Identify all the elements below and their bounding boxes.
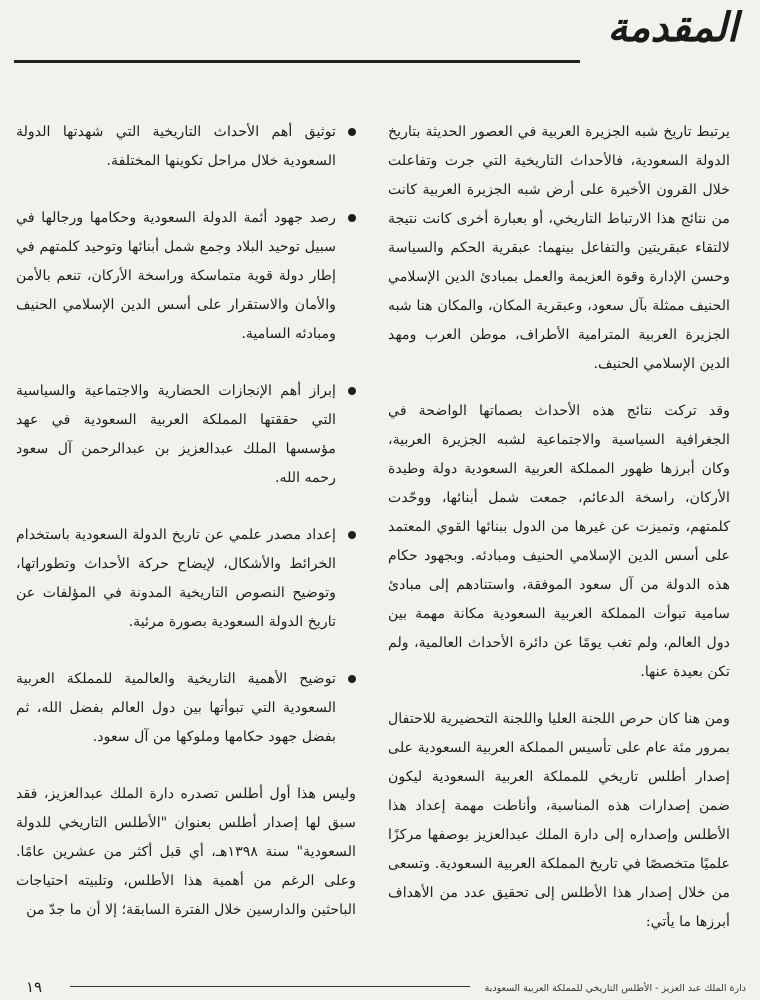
bullet-text: إبراز أهم الإنجازات الحضارية والاجتماعية والسياسية التي حققتها المملكة العربية السعودية في عهد مؤسسها الملك عبدالعزيز بن عبدالرحمن آل سعود رحمه الله. bbox=[16, 383, 336, 486]
bullet-dot-icon bbox=[348, 387, 356, 395]
bullet-item bbox=[16, 204, 356, 349]
bullet-dot-icon bbox=[348, 531, 356, 539]
page-footer bbox=[0, 970, 760, 1000]
left-column bbox=[16, 118, 356, 925]
bullet-item bbox=[16, 521, 356, 637]
bullet-item bbox=[16, 665, 356, 752]
bullet-text: توضيح الأهمية التاريخية والعالمية للمملكة العربية السعودية التي تبوأتها بين دول العالم بفضل الله، ثم بفضل جهود حكامها وملوكها من آل سعود. bbox=[16, 671, 336, 745]
bullet-dot-icon bbox=[348, 214, 356, 222]
bullet-text: إعداد مصدر علمي عن تاريخ الدولة السعودية باستخدام الخرائط والأشكال، لإيضاح حركة الأحداث وتطوراتها، وتوضيح النصوص التاريخية المدونة في المؤلفات عن تاريخ الدولة السعودية بصورة مرئية. bbox=[16, 527, 336, 630]
paragraph: ومن هنا كان حرص اللجنة العليا واللجنة التحضيرية للاحتفال بمرور مئة عام على تأسيس المملكة العربية السعودية على إصدار أطلس تاريخي للمملكة العربية السعودية ليكون ضمن إصدارات هذه المناسبة، وأناطت مهمة إعداد هذا الأطلس وإصداره إلى دارة الملك عبدالعزيز بوصفها مركزًا علميًا متخصصًا في تاريخ المملكة العربية السعودية. وتسعى من خلال إصدار هذا الأطلس إلى تحقيق عدد من الأهداف أبرزها ما يأتي: bbox=[388, 711, 730, 930]
bullet-item bbox=[16, 118, 356, 176]
page-header bbox=[0, 0, 760, 75]
bullet-item bbox=[16, 377, 356, 493]
closing-paragraph: وليس هذا أول أطلس تصدره دارة الملك عبدالعزيز، فقد سبق لها إصدار أطلس بعنوان "الأطلس التاريخي للدولة السعودية" سنة ١٣٩٨هـ، أي قبل أكثر من عشرين عامًا. وعلى الرغم من أهمية هذا الأطلس، وتلبيته احتياجات الباحثين والدارسين خلال الفترة السابقة؛ إلا أن ما جدّ من bbox=[16, 786, 356, 918]
bullet-text: توثيق أهم الأحداث التاريخية التي شهدتها الدولة السعودية خلال مراحل تكوينها المختلفة. bbox=[16, 124, 336, 169]
page-number: ١٩ bbox=[26, 978, 43, 996]
bullet-dot-icon bbox=[348, 128, 356, 136]
page-title: المقدمة bbox=[607, 4, 738, 51]
paragraph: وقد تركت نتائج هذه الأحداث بصماتها الواضحة في الجغرافية السياسية والاجتماعية لشبه الجزيرة العربية، وكان أبرزها ظهور المملكة العربية السعودية دولة وطيدة الأركان، راسخة الدعائم، جمعت شمل أبنائها، ووحّدت كلمتهم، وتميزت عن غيرها من الدول ببنائها القوي المعتمد على أسس الدين الإسلامي الحنيف ومبادئه. وبجهود حكام هذه الدولة من آل سعود الموفقة، واستنادهم إلى مبادئ سامية تبوأت المملكة العربية السعودية مكانة مهمة بين دول العالم، ولم تغب يومًا عن دائرة الأحداث العالمية، ولم تكن بعيدة عنها. bbox=[388, 403, 730, 680]
right-column bbox=[388, 118, 730, 955]
footer-rule bbox=[70, 986, 470, 987]
paragraph: يرتبط تاريخ شبه الجزيرة العربية في العصور الحديثة بتاريخ الدولة السعودية، فالأحداث التاريخية التي جرت وتفاعلت خلال القرون الأخيرة على أرض شبه الجزيرة العربية كانت من نتائج هذا الارتباط التاريخي، أو بعبارة أخرى كانت نتيجة لالتقاء عبقريتين والتفاعل بينهما: عبقرية الحكم والسياسة وحسن الإدارة وقوة العزيمة والعمل بمبادئ الدين الإسلامي الحنيف ممثلة بآل سعود، وعبقرية المكان، والمكان هنا شبه الجزيرة العربية المترامية الأطراف، موطن العرب ومهد الدين الإسلامي الحنيف. bbox=[388, 124, 730, 372]
bullet-text: رصد جهود أئمة الدولة السعودية وحكامها ورجالها في سبيل توحيد البلاد وجمع شمل أبنائها وتوحيد كلمتهم في إطار دولة قوية متماسكة وراسخة الأركان، تنعم بالأمن والأمان والاستقرار على أسس الدين الإسلامي الحنيف ومبادئه السامية. bbox=[16, 210, 336, 342]
footer-text: دارة الملك عبد العزيز - الأطلس التاريخي للمملكة العربية السعودية bbox=[484, 983, 746, 994]
bullet-dot-icon bbox=[348, 675, 356, 683]
header-rule bbox=[14, 60, 580, 63]
